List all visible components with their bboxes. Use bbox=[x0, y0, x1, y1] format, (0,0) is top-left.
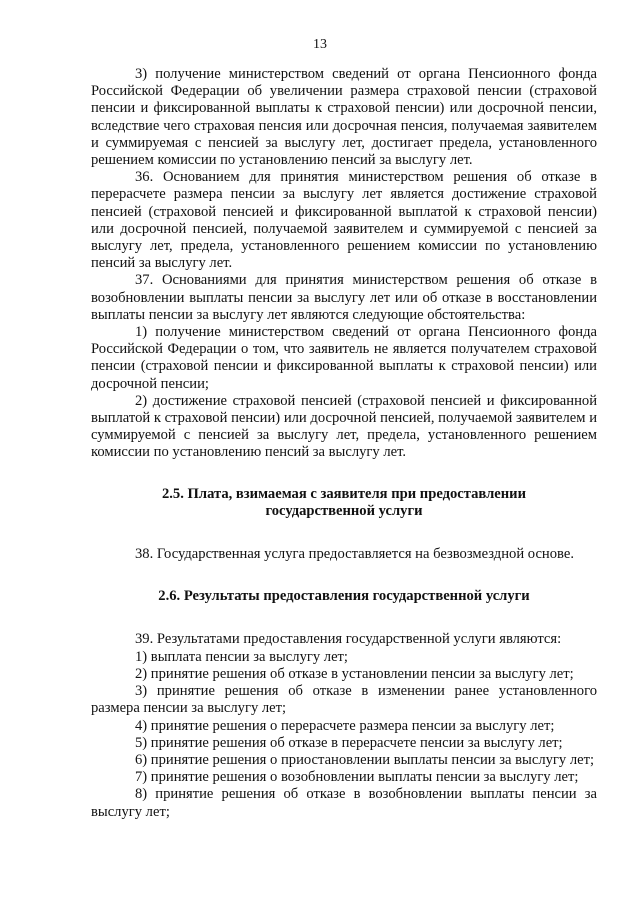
list-item-3: 3) принятие решения об отказе в изменении ранее установленного размера пенсии за выслугу лет; bbox=[91, 683, 597, 717]
list-item-6: 6) принятие решения о приостановлении выплаты пенсии за выслугу лет; bbox=[135, 751, 595, 768]
paragraph-37-item-1: 1) получение министерством сведений от органа Пенсионного фонда Российской Федерации о том, что заявитель не является получателем страховой пенсии (страховой пенсии и фиксированной выплаты к страховой пенсии) или досрочной пенсии; bbox=[91, 324, 597, 392]
list-item-2: 2) принятие решения об отказе в установлении пенсии за выслугу лет; bbox=[135, 665, 574, 682]
list-item-8: 8) принятие решения об отказе в возобновлении выплаты пенсии за выслугу лет; bbox=[91, 786, 597, 820]
section-2-6-heading: 2.6. Результаты предоставления государственной услуги bbox=[158, 588, 530, 605]
page-number: 13 bbox=[313, 37, 327, 52]
paragraph-37: 37. Основаниями для принятия министерством решения об отказе в возобновлении выплаты пенсии за выслугу лет или об отказе в восстановлении выплаты пенсии за выслугу лет являются следующие обстоятельства: bbox=[91, 272, 597, 323]
paragraph-38: 38. Государственная услуга предоставляется на безвозмездной основе. bbox=[135, 546, 574, 563]
list-item-1: 1) выплата пенсии за выслугу лет; bbox=[135, 648, 348, 665]
list-item-7: 7) принятие решения о возобновлении выплаты пенсии за выслугу лет; bbox=[135, 769, 579, 786]
section-2-5-heading bbox=[91, 486, 597, 520]
list-item-4: 4) принятие решения о перерасчете размера пенсии за выслугу лет; bbox=[135, 717, 555, 734]
paragraph-37-item-2: 2) достижение страховой пенсией (страховой пенсией и фиксированной выплатой к страховой пенсии) или досрочной пенсией, получаемой заявителем и суммируемой с пенсией за выслугу лет, предела, установленного решением комиссии по установлению пенсий за выслугу лет. bbox=[91, 392, 597, 461]
paragraph-39-intro: 39. Результатами предоставления государственной услуги являются: bbox=[135, 631, 562, 648]
section-2-5-title-line-2: государственной услуги bbox=[265, 502, 423, 519]
list-item-5: 5) принятие решения об отказе в перерасчете пенсии за выслугу лет; bbox=[135, 734, 563, 751]
paragraph-36: 36. Основанием для принятия министерством решения об отказе в перерасчете размера пенсии за выслугу лет является достижение страховой пенсией (страховой пенсией и фиксированной выплатой к страховой пенсии) или досрочной пенсией, получаемой заявителем и суммируемой с пенсией за выслугу лет, предела, установленного решением комиссии по установлению пенсий за выслугу лет. bbox=[91, 169, 597, 272]
document-body bbox=[91, 66, 597, 821]
paragraph-35-item-3: 3) получение министерством сведений от органа Пенсионного фонда Российской Федерации об увеличении размера страховой пенсии (страховой пенсии и фиксированной выплаты к страховой пенсии) или досрочной пенсии, вследствие чего страховая пенсия или досрочная пенсия, получаемая заявителем и суммируемая с пенсией за выслугу лет, достигает предела, установленного решением комиссии по установлению пенсий за выслугу лет. bbox=[91, 66, 597, 169]
section-2-5-title-line-1: 2.5. Плата, взимаемая с заявителя при предоставлении bbox=[161, 485, 526, 502]
